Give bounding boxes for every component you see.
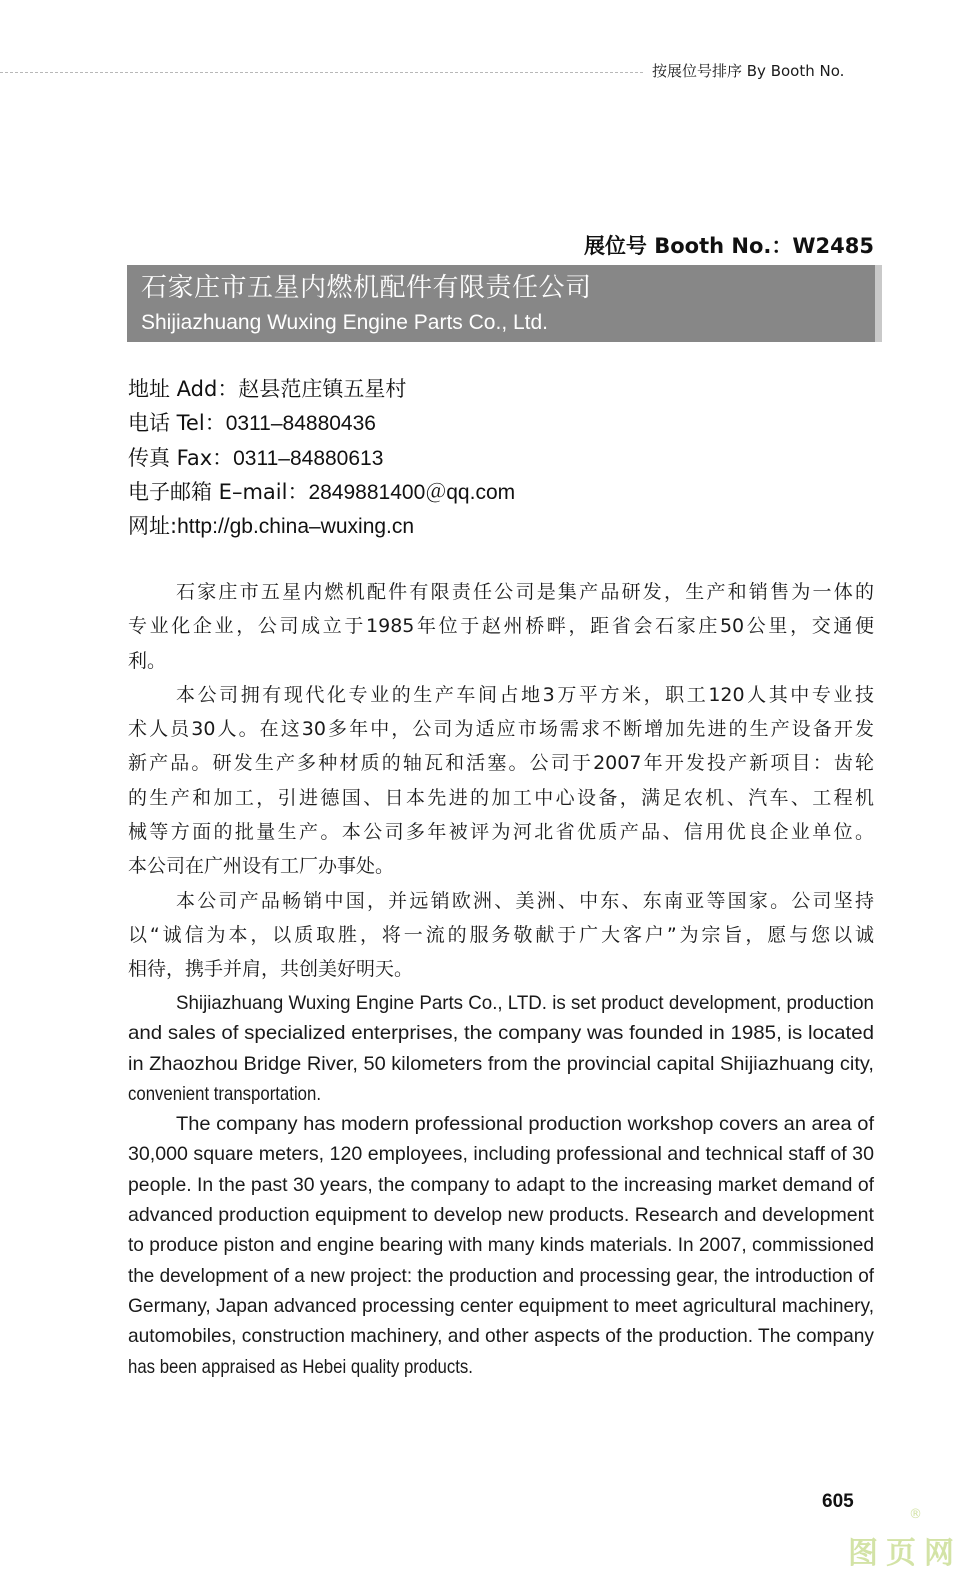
section-label: 按展位号排序 By Booth No. <box>652 62 845 80</box>
address-label: 地址 Add： <box>128 377 239 401</box>
paragraph-line <box>128 918 874 952</box>
line-text: 30,000 square meters, 120 employees, including professional and technical staff of 30 <box>128 1143 874 1166</box>
paragraph-line <box>128 712 874 746</box>
paragraph-line <box>128 678 874 712</box>
paragraph-line <box>128 1170 874 1200</box>
paragraph-line <box>128 1079 874 1109</box>
description-english <box>128 988 874 1382</box>
paragraph-line <box>128 884 874 918</box>
contact-fax <box>128 441 868 475</box>
line-text: has been appraised as Hebei quality products. <box>128 1355 473 1378</box>
tel-value: 0311–84880436 <box>225 412 376 436</box>
paragraph <box>128 575 874 678</box>
line-text: 术人员30人。在这30多年中，公司为适应市场需求不断增加先进的生产设备开发 <box>128 718 874 741</box>
company-name-en: Shijiazhuang Wuxing Engine Parts Co., Ltd. <box>141 311 549 334</box>
line-text: 专业化企业，公司成立于1985年位于赵州桥畔，距省会石家庄50公里，交通便 <box>128 615 874 638</box>
paragraph-line <box>128 1261 874 1291</box>
header-dashed-rule <box>0 72 643 73</box>
line-text: 械等方面的批量生产。本公司多年被评为河北省优质产品、信用优良企业单位。 <box>128 821 874 844</box>
paragraph-line <box>128 988 874 1018</box>
description-chinese <box>128 575 874 987</box>
paragraph-line <box>128 849 874 883</box>
paragraph-line <box>128 1049 874 1079</box>
page-number: 605 <box>822 1491 854 1512</box>
line-text: the development of a new project: the production and processing gear, the introduction of <box>128 1264 874 1287</box>
line-text: people. In the past 30 years, the company to adapt to the increasing market demand of <box>128 1173 875 1196</box>
line-text: 利。 <box>128 649 167 672</box>
line-text: 本公司产品畅销中国，并远销欧洲、美洲、中东、东南亚等国家。公司坚持 <box>176 889 874 912</box>
paragraph-line <box>128 1321 874 1351</box>
contact-email <box>128 475 868 509</box>
watermark-logo: 图页网 <box>848 1536 962 1571</box>
paragraph <box>128 678 874 884</box>
paragraph-line <box>128 815 874 849</box>
line-text: 本公司拥有现代化专业的生产车间占地3万平方米，职工120人其中专业技 <box>176 683 874 706</box>
paragraph-line <box>128 609 874 643</box>
website-label: 网址: <box>128 514 178 539</box>
line-text: 的生产和加工，引进德国、日本先进的加工中心设备，满足农机、汽车、工程机 <box>128 786 874 809</box>
address-value: 赵县范庄镇五星村 <box>238 377 407 401</box>
fax-label: 传真 Fax： <box>128 445 234 470</box>
line-text: 石家庄市五星内燃机配件有限责任公司是集产品研发，生产和销售为一体的 <box>176 581 874 603</box>
line-text: to produce piston and engine bearing with many kinds materials. In 2007, commissioned <box>128 1234 875 1257</box>
line-text: The company has modern professional production workshop covers an area of <box>176 1113 875 1136</box>
paragraph <box>128 988 874 1109</box>
paragraph <box>128 1109 874 1382</box>
contact-tel <box>128 406 868 440</box>
company-banner <box>127 265 882 342</box>
paragraph <box>128 884 874 987</box>
line-text: Germany, Japan advanced processing center equipment to meet agricultural machinery, <box>128 1294 875 1317</box>
line-text: 本公司在广州设有工厂办事处。 <box>128 855 395 878</box>
booth-number: 展位号 Booth No.：W2485 <box>583 234 874 258</box>
email-label: 电子邮箱 E–mail： <box>128 479 309 504</box>
paragraph-line <box>128 781 874 815</box>
website-link[interactable]: http://gb.china–wuxing.cn <box>177 515 415 539</box>
contact-info <box>128 372 868 543</box>
registered-mark-icon: ® <box>909 1507 922 1522</box>
paragraph-line <box>128 1109 874 1139</box>
paragraph-line <box>128 1230 874 1260</box>
paragraph-line <box>128 1352 874 1382</box>
line-text: and sales of specialized enterprises, the company was founded in 1985, is located <box>128 1022 875 1045</box>
paragraph-line <box>128 746 874 780</box>
fax-value: 0311–84880613 <box>233 446 384 470</box>
line-text: 相待，携手并肩，共创美好明天。 <box>128 958 414 981</box>
paragraph-line <box>128 644 874 678</box>
contact-website <box>128 509 868 543</box>
contact-address <box>128 372 868 406</box>
line-text: automobiles, construction machinery, and other aspects of the production. The company <box>128 1325 875 1348</box>
paragraph-line <box>128 952 874 986</box>
line-text: 新产品。研发生产多种材质的轴瓦和活塞。公司于2007年开发投产新项目：齿轮 <box>128 752 874 775</box>
line-text: Shijiazhuang Wuxing Engine Parts Co., LTD. is set product development, production <box>176 992 874 1014</box>
paragraph-line <box>128 1200 874 1230</box>
paragraph-line <box>128 1291 874 1321</box>
line-text: advanced production equipment to develop new products. Research and development <box>128 1204 874 1227</box>
line-text: convenient transportation. <box>128 1082 321 1105</box>
tel-label: 电话 Tel： <box>128 411 226 436</box>
line-text: 以“诚信为本，以质取胜，将一流的服务敬献于广大客户”为宗旨，愿与您以诚 <box>128 923 874 946</box>
paragraph-line <box>128 1139 874 1169</box>
company-name-cn: 石家庄市五星内燃机配件有限责任公司 <box>141 273 592 303</box>
line-text: in Zhaozhou Bridge River, 50 kilometers from the provincial capital Shijiazhuang city, <box>128 1052 874 1075</box>
paragraph-line <box>128 575 874 609</box>
email-link[interactable]: 2849881400＠qq.com <box>308 480 516 504</box>
paragraph-line <box>128 1018 874 1048</box>
